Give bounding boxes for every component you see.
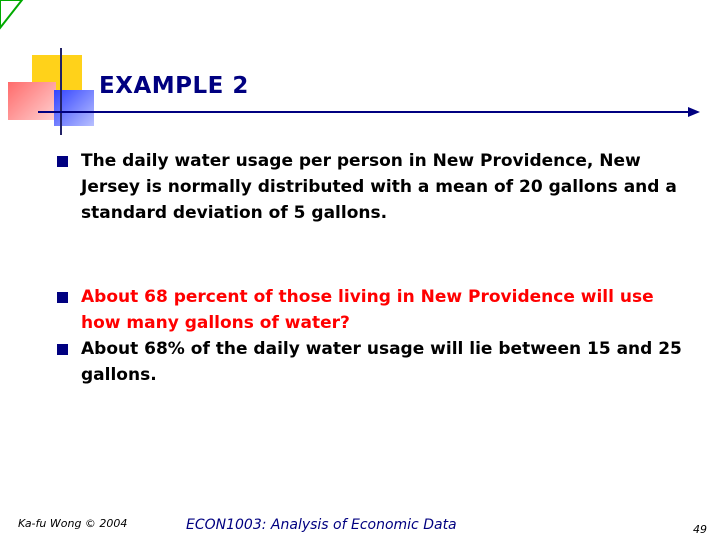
footer-author: Ka-fu Wong © 2004 <box>18 517 128 530</box>
square-bullet-icon <box>57 156 68 167</box>
slide-title: EXAMPLE 2 <box>99 73 249 99</box>
footer-course-title: ECON1003: Analysis of Economic Data <box>186 517 457 533</box>
square-bullet-icon <box>57 292 68 303</box>
bullet-item-1 <box>57 148 697 226</box>
square-bullet-icon <box>57 344 68 355</box>
page-number: 49 <box>693 523 707 536</box>
bullet-text-2: About 68 percent of those living in New Providence will use how many gallons of water? <box>81 287 654 333</box>
title-rule-arrow <box>38 104 708 120</box>
bullet-item-2 <box>57 284 697 336</box>
bullet-text-1: The daily water usage per person in New Providence, New Jersey is normally distributed with a mean of 20 gallons and a standard deviation of 5 gallons. <box>81 151 677 223</box>
bullet-text-3: About 68% of the daily water usage will lie between 15 and 25 gallons. <box>81 339 682 385</box>
bullet-list <box>57 148 697 388</box>
bullet-item-3 <box>57 336 697 388</box>
